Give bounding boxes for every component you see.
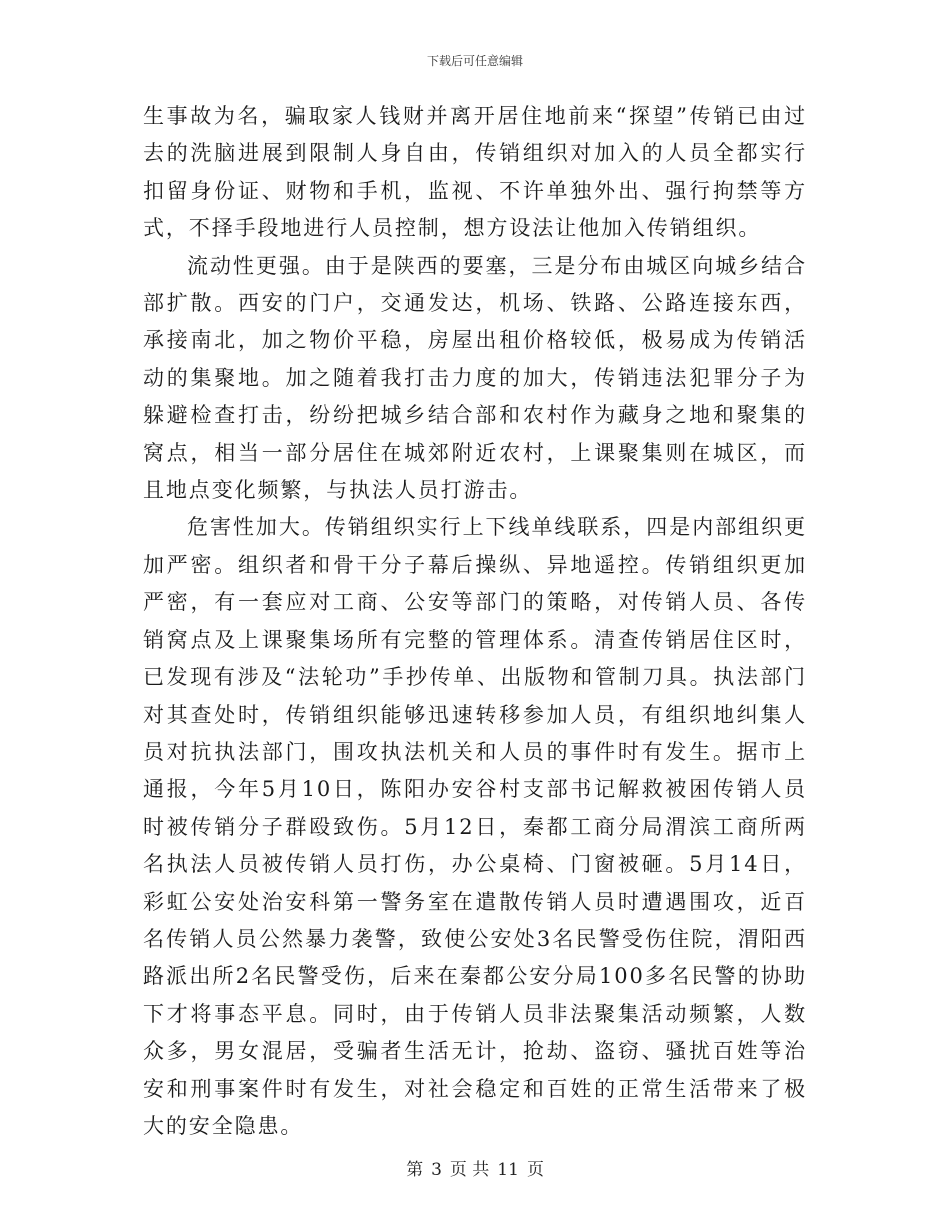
total-pages-number: 11	[497, 1160, 519, 1180]
page-number-footer	[0, 1155, 950, 1180]
footer-suffix: 页	[526, 1160, 544, 1180]
paragraph-3: 危害性加大。传销组织实行上下线单线联系，四是内部组织更加严密。组织者和骨干分子幕后操纵、异地遥控。传销组织更加严密，有一套应对工商、公安等部门的策略，对传销人员、各传销窝点及上课聚集场所有完整的管理体系。清查传销居住区时，已发现有涉及“法轮功”手抄传单、出版物和管制刀具。执法部门对其查处时，传销组织能够迅速转移参加人员，有组织地纠集人员对抗执法部门，围攻执法机关和人员的事件时有发生。据市上通报，今年5月10日，陈阳办安谷村支部书记解救被困传销人员时被传销分子群殴致伤。5月12日，秦都工商分局渭滨工商所两名执法人员被传销人员打伤，办公桌椅、门窗被砸。5月14日，彩虹公安处治安科第一警务室在遣散传销人员时遭遇围攻，近百名传销人员公然暴力袭警，致使公安处3名民警受伤住院，渭阳西路派出所2名民警受伤，后来在秦都公安分局100多名民警的协助下才将事态平息。同时，由于传销人员非法聚集活动频繁，人数众多，男女混居，受骗者生活无计，抢劫、盗窃、骚扰百姓等治安和刑事案件时有发生，对社会稳定和百姓的正常生活带来了极大的安全隐患。	[143, 515, 807, 1138]
paragraph-1: 生事故为名，骗取家人钱财并离开居住地前来“探望”传销已由过去的洗脑进展到限制人身自由，传销组织对加入的人员全都实行扣留身份证、财物和手机，监视、不许单独外出、强行拘禁等方式，不择手段地进行人员控制，想方设法让他加入传销组织。	[143, 104, 807, 241]
paragraph-2: 流动性更强。由于是陕西的要塞，三是分布由城区向城乡结合部扩散。西安的门户，交通发达，机场、铁路、公路连接东西，承接南北，加之物价平稳，房屋出租价格较低，极易成为传销活动的集聚地。加之随着我打击力度的加大，传销违法犯罪分子为躲避检查打击，纷纷把城乡结合部和农村作为藏身之地和聚集的窝点，相当一部分居住在城郊附近农村，上课聚集则在城区，而且地点变化频繁，与执法人员打游击。	[143, 253, 807, 503]
footer-middle: 页 共	[449, 1160, 490, 1180]
document-body	[143, 98, 807, 1145]
current-page-number: 3	[431, 1160, 442, 1180]
page-header-note: 下载后可任意编辑	[426, 54, 523, 68]
footer-prefix: 第	[406, 1160, 424, 1180]
